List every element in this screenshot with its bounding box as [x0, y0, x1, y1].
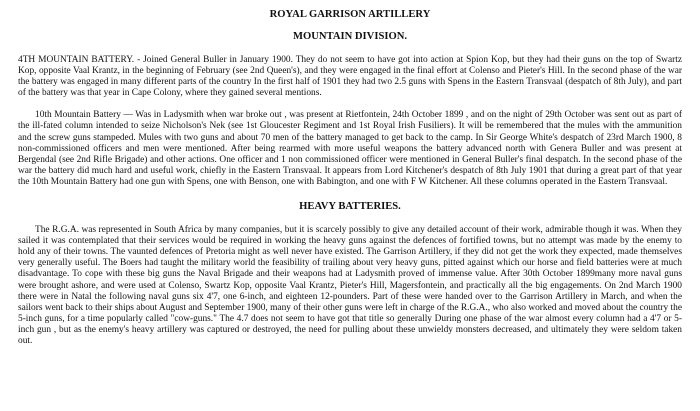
- section-heading-heavy-batteries: HEAVY BATTERIES.: [299, 201, 401, 213]
- paragraph-heavy-batteries: The R.G.A. was represented in South Africa by many companies, but it is scarcely possibly to give any detailed account of their work, admirable though it was. When they sailed it was contemplated that their services would be required in working the heavy guns against the defences of fortified towns, but no attempt was made by the enemy to hold any of their towns. The vaunted defences of Pretoria might as well never have existed. The Garrison Artillery, if they did not get the work they expected, made themselves very generally useful. The Boers had taught the military world the feasibility of trailing about very heavy guns, pitted against which our horse and field batteries were at much disadvantage. To cope with these big guns the Naval Brigade and their weapons had at Ladysmith proved of immense value. After 30th October 1899many more naval guns were brought ashore, and were used at Colenso, Swartz Kop, opposite Vaal Krantz, Pieter's Hill, Magersfontein, and practically all the big engagements. On 2nd March 1900 there were in Natal the following naval guns six 4'7, one 6-inch, and eighteen 12-pounders. Part of these were handed over to the Garrison Artillery in March, and when the sailors went back to their ships about August and September 1900, many of their other guns were left in charge of the R.G.A., who also worked and moved about the country the 5-inch guns, for a time popularly called "cow-guns." The 4.7 does not seem to have got that title so generally During one phase of the war almost every column had a 4'7 or 5-inch gun , but as the enemy's heavy artillery was captured or destroyed, the need for pulling about these unwieldy monsters decreased, and ultimately they were seldom taken out.: [18, 225, 682, 346]
- document-page: [18, 8, 682, 347]
- section-heading-mountain-division: MOUNTAIN DIVISION.: [293, 31, 407, 42]
- paragraph-4th-mountain-battery: 4TH MOUNTAIN BATTERY. - Joined General Buller in January 1900. They do not seem to have got into action at Spion Kop, but they had their guns on the top of Swartz Kop, opposite Vaal Krantz, in the beginning of February (see 2nd Queen's), and they were engaged in the final effort at Colenso and Pieter's Hill. In the second phase of the war the battery was engaged in many different parts of the country In the first half of 1901 they had two 2.5 guns with Spens in the Eastern Transvaal (despatch of 8th July), and part of the battery was that year in Cape Colony, where they gained several mentions.: [18, 55, 682, 99]
- page-title: ROYAL GARRISON ARTILLERY: [269, 9, 431, 20]
- paragraph-10th-mountain-battery: 10th Mountain Battery — Was in Ladysmith when war broke out , was present at Rietfontein, 24th October 1899 , and on the night of 29th October was sent out as part of the ill-fated column intended to seize Nicholson's Nek (see 1st Gloucester Regiment and 1st Royal Irish Fusiliers). It will be remembered that the mules with the ammunition and the screw guns stampeded. Mules with two guns and about 70 men of the battery managed to get back to the camp. In Sir George White's despatch of 23rd March 1900, 8 non-commissioned officers and men were mentioned. After being rearmed with more useful weapons the battery advanced north with Genera Buller and was present at Bergendal (see 2nd Rifle Brigade) and other actions. One officer and 1 non commissioned officer were mentioned in General Buller's final despatch. In the second phase of the war the battery did much hard and useful work, chiefly in the Eastern Transvaal. It appears from Lord Kitchener's despatch of 8th July 1901 that during a great part of that year the 10th Mountain Battery had one gun with Spens, one with Benson, one with Babington, and one with F W Kitchener. All these columns operated in the Eastern Transvaal.: [18, 110, 682, 187]
